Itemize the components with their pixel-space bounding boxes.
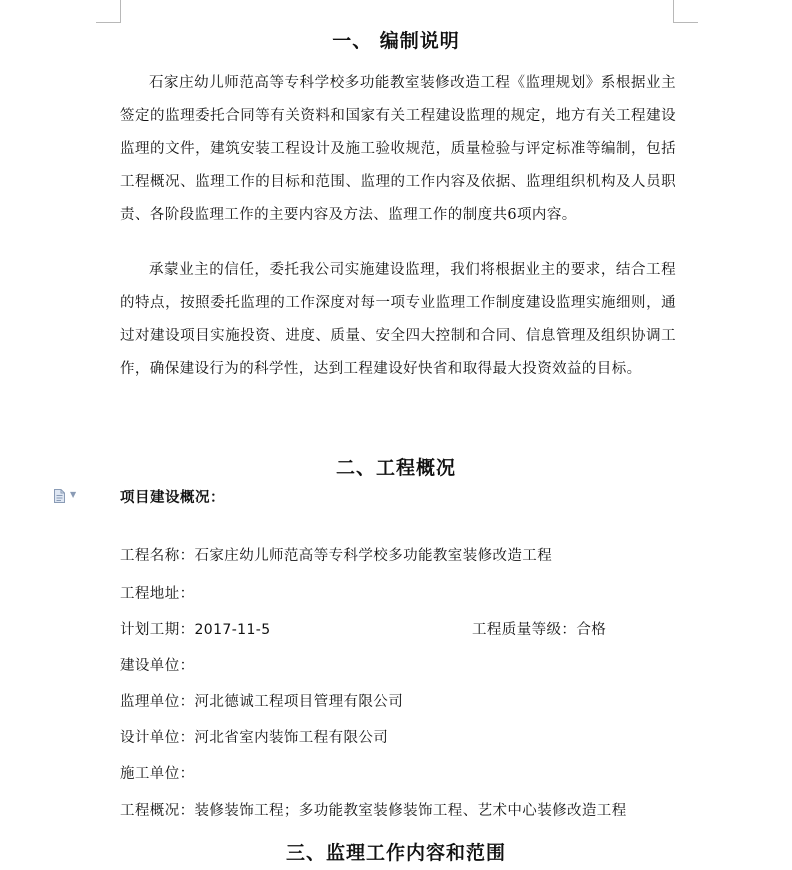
intro-paragraph-1: 石家庄幼儿师范高等专科学校多功能教室装修改造工程《监理规划》系根据业主签定的监理委托合同等有关资料和国家有关工程建设监理的规定，地方有关工程建设监理的文件，建筑安装工程设计及施工验收规范，质量检验与评定标准等编制，包括工程概况、监理工作的目标和范围、监理的工作内容及依据、监理组织机构及人员职责、各阶段监理工作的主要内容及方法、监理工作的制度共6项内容。 xyxy=(120,75,676,223)
period-value: 2017-11-5 xyxy=(194,622,271,638)
summary-label: 工程概况： xyxy=(120,803,195,819)
quality-value: 合格 xyxy=(576,622,607,638)
supervisor-label: 监理单位： xyxy=(120,694,195,710)
summary-row xyxy=(120,799,627,820)
project-name-row xyxy=(120,544,552,565)
document-icon[interactable] xyxy=(54,489,65,503)
address-label: 工程地址： xyxy=(120,586,195,602)
supervisor-row xyxy=(120,690,403,711)
supervisor-value: 河北德诚工程项目管理有限公司 xyxy=(194,694,404,710)
quality-label: 工程质量等级： xyxy=(472,622,577,638)
section-title-1: 一、 编制说明 xyxy=(332,30,460,52)
overview-subtitle: 项目建设概况： xyxy=(120,489,225,506)
designer-row xyxy=(120,726,388,747)
designer-value: 河北省室内装饰工程有限公司 xyxy=(194,730,389,746)
owner-row xyxy=(120,654,195,675)
contractor-label: 施工单位： xyxy=(120,766,195,782)
period-row xyxy=(120,618,271,639)
designer-label: 设计单位： xyxy=(120,730,195,746)
section-title-2: 二、工程概况 xyxy=(335,457,456,479)
section-title-3: 三、监理工作内容和范围 xyxy=(285,842,506,864)
project-name-label: 工程名称： xyxy=(120,548,195,564)
summary-value: 装修装饰工程；多功能教室装修装饰工程、艺术中心装修改造工程 xyxy=(194,803,627,819)
project-name-value: 石家庄幼儿师范高等专科学校多功能教室装修改造工程 xyxy=(194,548,553,564)
page-corner-mark-right xyxy=(673,0,698,23)
address-row xyxy=(120,582,195,603)
intro-paragraph-2: 承蒙业主的信任，委托我公司实施建设监理，我们将根据业主的要求，结合工程的特点，按照委托监理的工作深度对每一项专业监理工作制度建设监理实施细则，通过对建设项目实施投资、进度、质量、安全四大控制和合同、信息管理及组织协调工作，确保建设行为的科学性，达到工程建设好快省和取得最大投资效益的目标。 xyxy=(120,262,676,377)
contractor-row xyxy=(120,762,195,783)
quality-row xyxy=(472,618,606,639)
owner-label: 建设单位： xyxy=(120,658,195,674)
page-corner-mark-left xyxy=(96,0,121,23)
period-label: 计划工期： xyxy=(120,622,195,638)
chevron-down-icon[interactable]: ▼ xyxy=(70,490,77,499)
